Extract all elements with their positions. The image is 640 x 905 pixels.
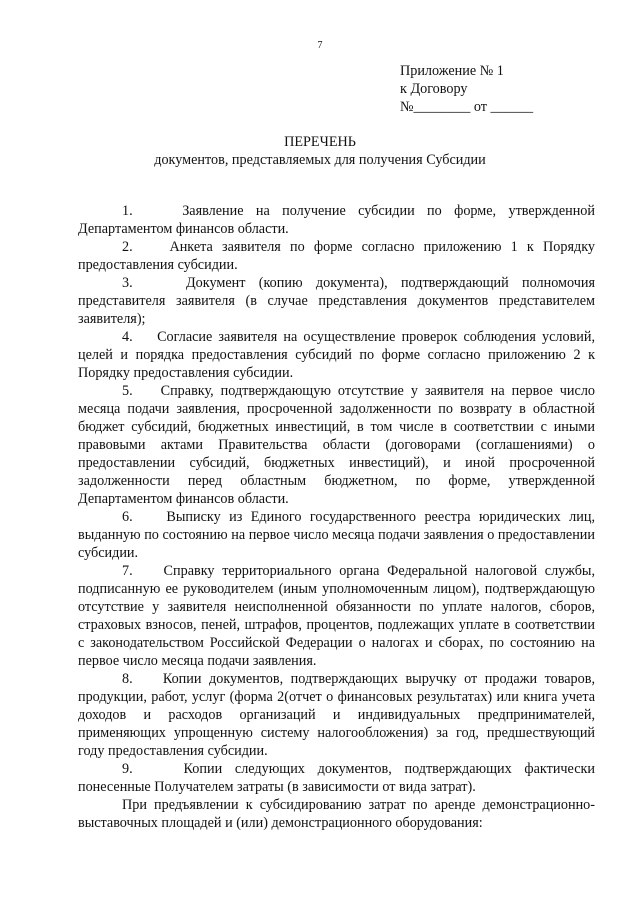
annex-header (400, 62, 533, 116)
list-item: 5. Справку, подтверждающую отсутствие у заявителя на первое число месяца подачи заявления, просроченной задолженности по возврату в областной бюджет субсидий, бюджетных инвестиций, в том числе в соответствии с иными правовыми актами Правительства области (договорами (соглашениями) о предоставлении субсидий, бюджетных инвестиций), и иной просроченной задолженности перед областным бюджетном, по форме, утвержденной Департаментом финансов области. (78, 383, 595, 507)
document-list (78, 202, 595, 832)
list-item: 2. Анкета заявителя по форме согласно приложению 1 к Порядку предоставления субсидии. (78, 239, 595, 273)
annex-number-date: №________ от ______ (400, 99, 534, 115)
list-item: 4. Согласие заявителя на осуществление проверок соблюдения условий, целей и порядка предоставления субсидий по форме согласно приложению 2 к Порядку предоставления субсидии. (78, 329, 595, 381)
list-item: 1. Заявление на получение субсидии по форме, утвержденной Департаментом финансов области. (78, 203, 595, 237)
list-item: 7. Справку территориального органа Федеральной налоговой службы, подписанную ее руководителем (иным уполномоченным лицом), подтверждающую отсутствие у заявителя неисполненной обязанности по уплате налогов, сборов, страховых взносов, пеней, штрафов, процентов, подлежащих уплате в соответствии с законодательством Российской Федерации о налогах и сборах, по состоянию на первое число месяца подачи заявления. (78, 563, 595, 669)
list-item: 3. Документ (копию документа), подтверждающий полномочия представителя заявителя (в случае представления документов представителем заявителя); (78, 275, 595, 327)
list-item: 8. Копии документов, подтверждающих выручку от продажи товаров, продукции, работ, услуг (форма 2(отчет о финансовых результатах) или книга учета доходов и расходов организаций и индивидуальных предпринимателей, применяющих упрощенную систему налогообложения) за год, предшествующий году предоставления субсидии. (78, 671, 595, 759)
paragraph: При предъявлении к субсидированию затрат по аренде демонстрационно-выставочных площадей и (или) демонстрационного оборудования: (78, 797, 595, 831)
list-item: 6. Выписку из Единого государственного реестра юридических лиц, выданную по состоянию на первое число месяца подачи заявления о предоставлении субсидии. (78, 509, 595, 561)
page-number: 7 (317, 40, 323, 51)
list-item: 9. Копии следующих документов, подтверждающих фактически понесенные Получателем затраты (в зависимости от вида затрат). (78, 761, 595, 795)
annex-title: Приложение № 1 (400, 63, 504, 79)
title-main: ПЕРЕЧЕНЬ (284, 134, 356, 150)
document-title (0, 133, 640, 169)
title-subtitle: документов, представляемых для получения Субсидии (154, 152, 486, 168)
annex-contract: к Договору (400, 81, 468, 97)
